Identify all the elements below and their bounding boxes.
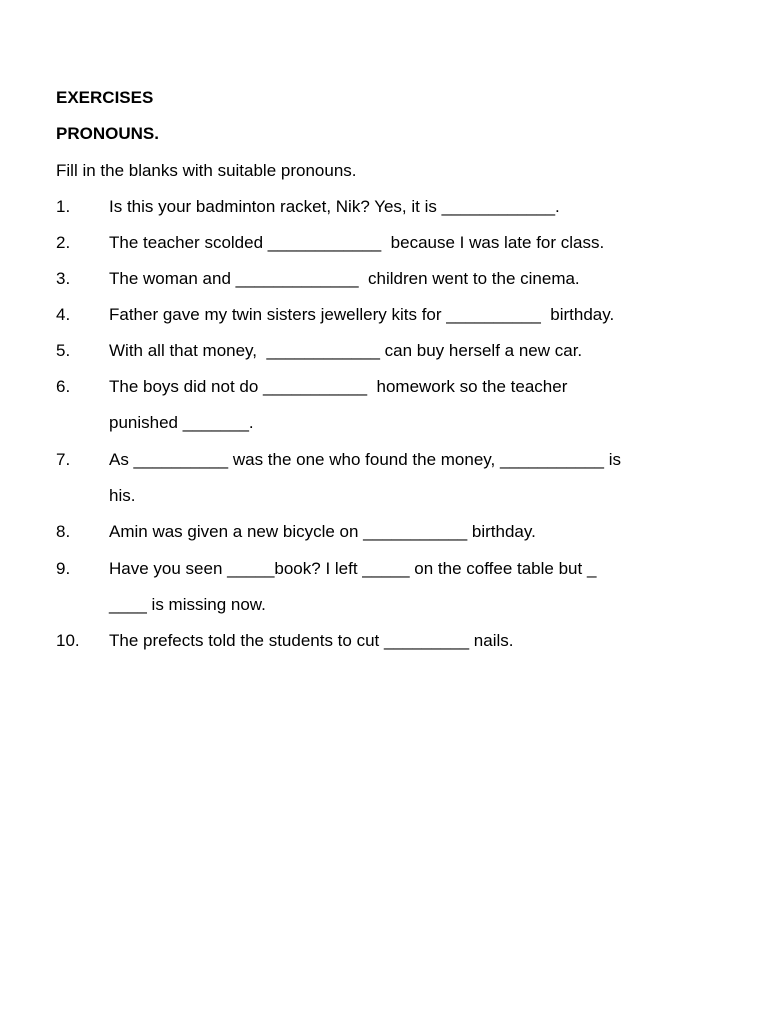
question-text: Father gave my twin sisters jewellery kits for __________ birthday. <box>109 305 615 324</box>
question-text-continued: punished _______. <box>109 413 254 432</box>
question-text: The prefects told the students to cut _________ nails. <box>109 631 514 650</box>
question-number: 3. <box>56 269 71 288</box>
question-text: Amin was given a new bicycle on ___________ birthday. <box>109 522 536 541</box>
question-text: The boys did not do ___________ homework so the teacher <box>109 377 568 396</box>
question-number: 10. <box>56 631 80 650</box>
question-text: Have you seen _____book? I left _____ on the coffee table but _ <box>109 559 597 578</box>
question-text-continued: his. <box>109 486 136 505</box>
question-text: The teacher scolded ____________ because I was late for class. <box>109 233 605 252</box>
question-number: 2. <box>56 233 71 252</box>
page-heading: EXERCISES <box>56 88 154 107</box>
question-number: 6. <box>56 377 71 396</box>
question-text-continued: ____ is missing now. <box>109 595 266 614</box>
question-number: 8. <box>56 522 71 541</box>
page-subheading: PRONOUNS. <box>56 124 159 143</box>
question-number: 1. <box>56 197 71 216</box>
question-number: 7. <box>56 450 71 469</box>
question-text: As __________ was the one who found the money, ___________ is <box>109 450 621 469</box>
question-text: With all that money, ____________ can buy herself a new car. <box>109 341 583 360</box>
question-text: The woman and _____________ children went to the cinema. <box>109 269 580 288</box>
question-number: 4. <box>56 305 71 324</box>
question-number: 5. <box>56 341 71 360</box>
instruction-text: Fill in the blanks with suitable pronouns. <box>56 161 357 180</box>
question-text: Is this your badminton racket, Nik? Yes, it is ____________. <box>109 197 560 216</box>
question-number: 9. <box>56 559 71 578</box>
